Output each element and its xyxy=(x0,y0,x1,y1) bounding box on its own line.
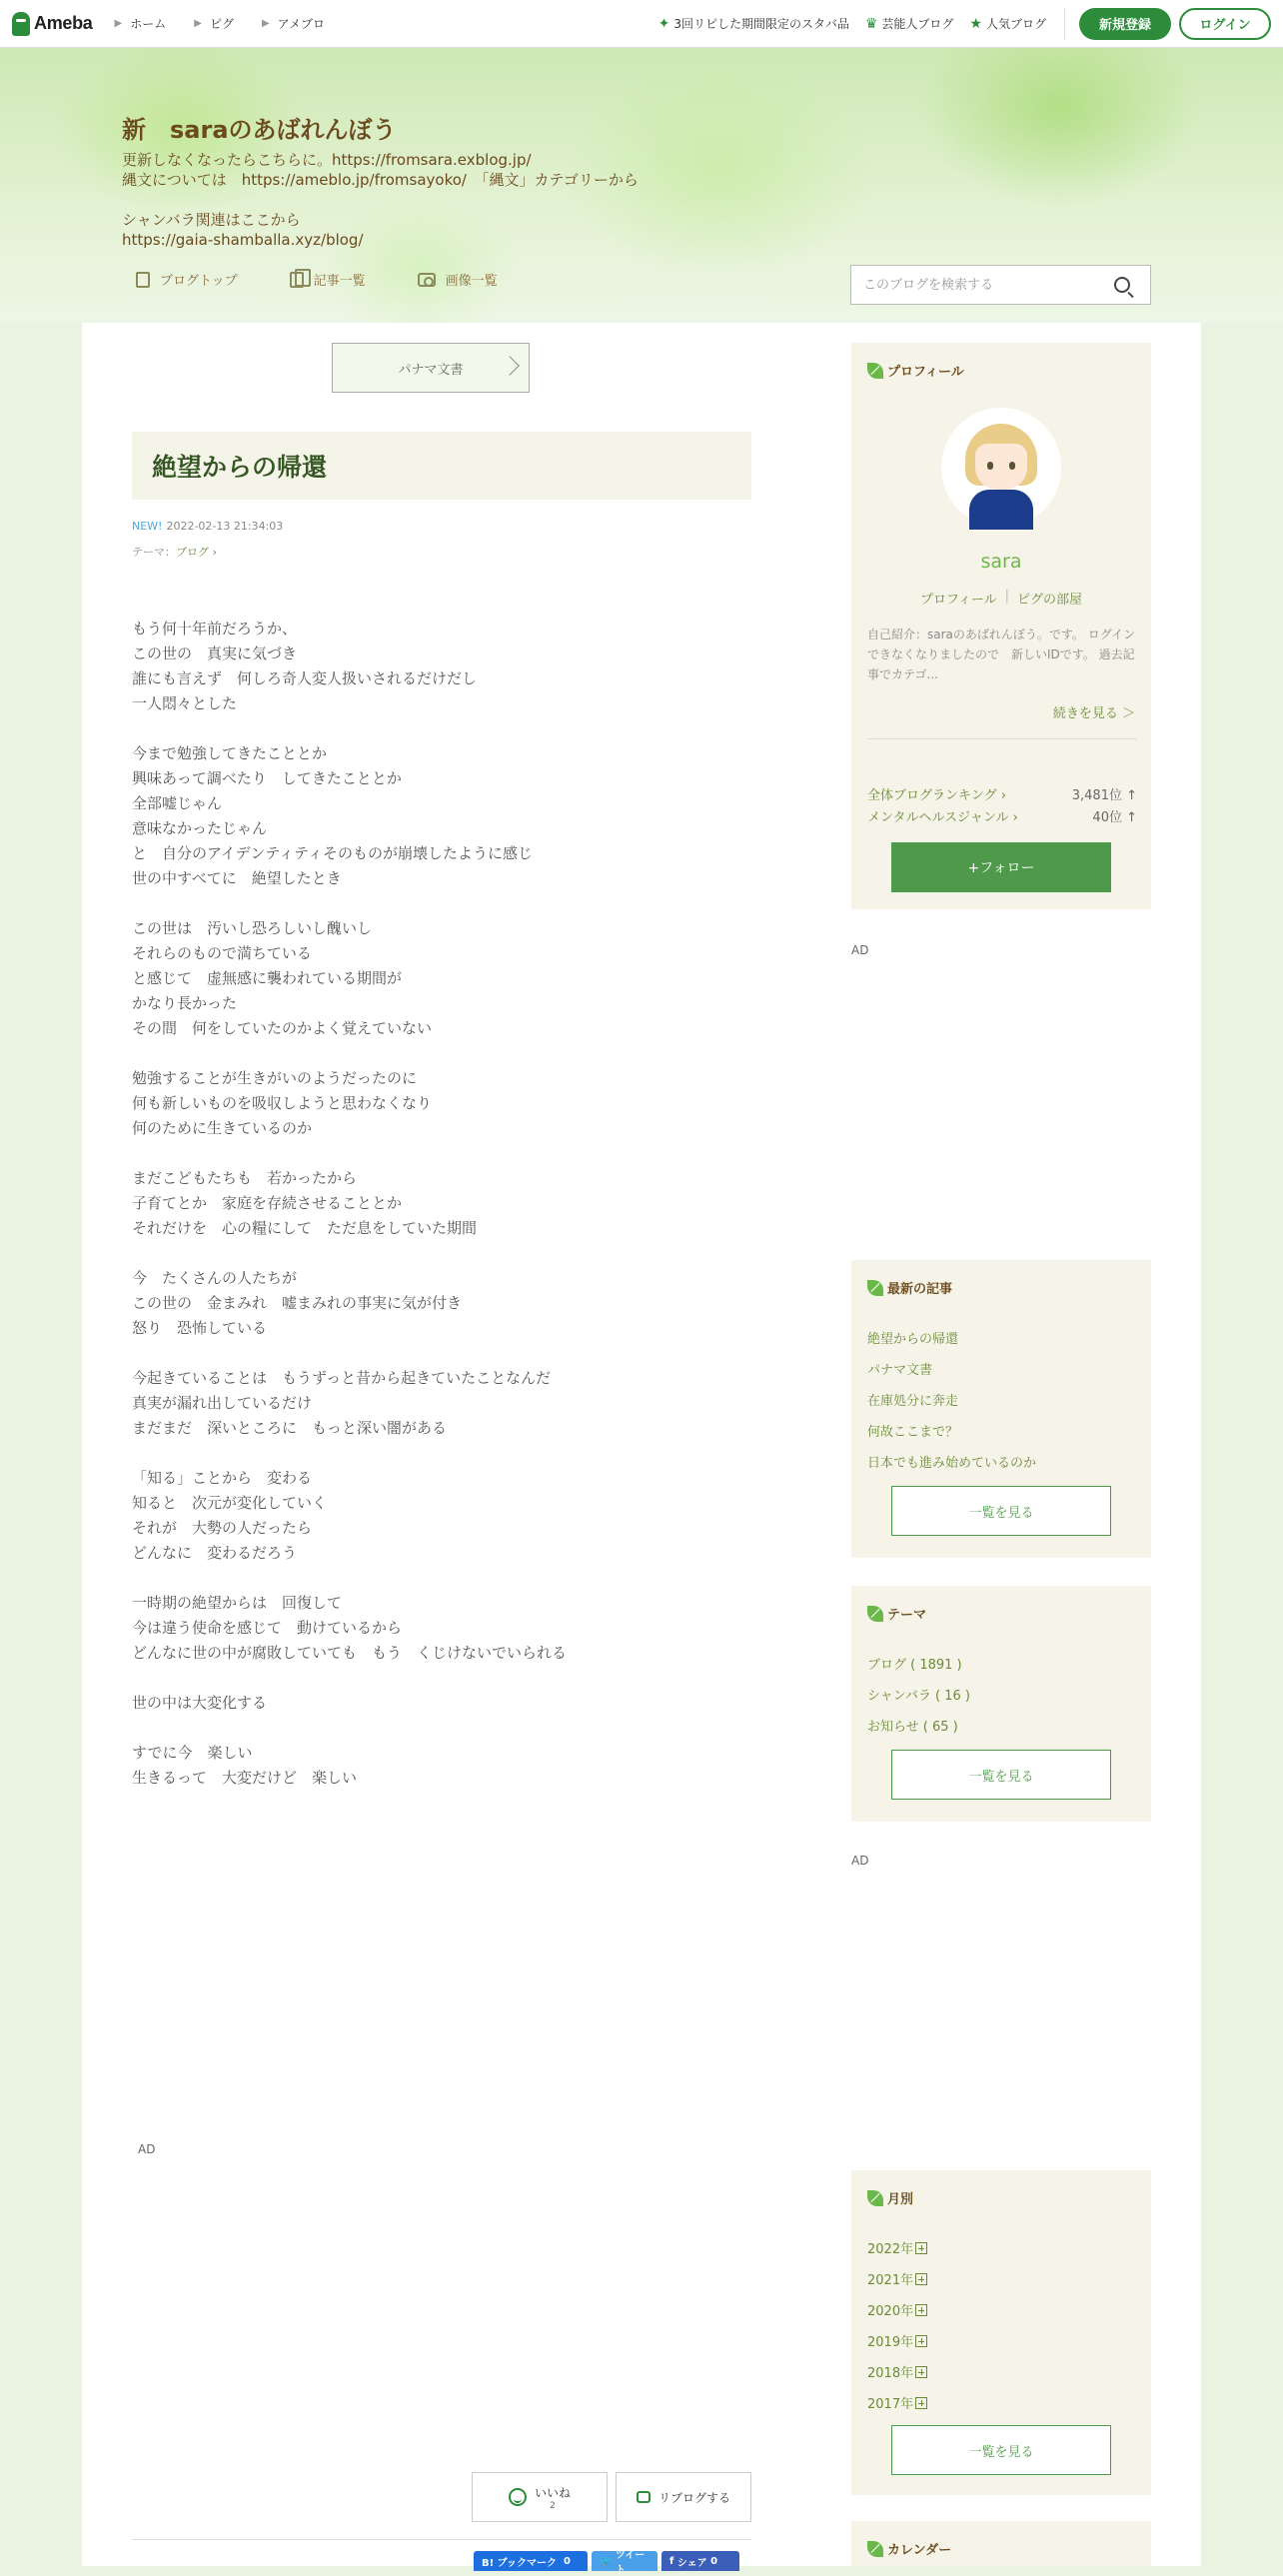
theme-label: テーマ： xyxy=(132,546,176,559)
ranking-row xyxy=(867,784,1137,803)
promo-popular-label: 人気ブログ xyxy=(985,17,1046,31)
chevron-right-icon: ▶ xyxy=(261,18,270,29)
leaf-icon xyxy=(867,363,883,379)
monthly-see-all-button[interactable]: 一覧を見る xyxy=(891,2425,1111,2475)
share-row xyxy=(474,2550,743,2576)
avatar-face xyxy=(975,444,1027,490)
facebook-share-button[interactable] xyxy=(661,2551,739,2571)
entry-body-line: 興味あって調べたり してきたこととか xyxy=(132,769,402,787)
month-archive-link[interactable] xyxy=(867,2238,927,2257)
year-label: 2019年 xyxy=(867,2335,914,2350)
promo-celebrity-blog[interactable] xyxy=(865,15,954,32)
themes-card-title xyxy=(867,1604,926,1623)
documents-icon xyxy=(290,272,304,288)
month-archive-link[interactable] xyxy=(867,2393,927,2412)
recent-entry-link[interactable]: 絶望からの帰還 xyxy=(867,1332,959,1347)
like-count: 2 xyxy=(550,2500,556,2511)
entry-body-line xyxy=(132,1041,751,1066)
reblog-icon xyxy=(637,2491,650,2503)
chevron-right-icon: ▶ xyxy=(194,18,202,29)
entry-body-line xyxy=(132,716,751,741)
main-content xyxy=(82,323,1201,2576)
entry-body-line: すでに今 楽しい xyxy=(132,1744,253,1762)
chevron-right-icon: ▶ xyxy=(114,18,123,29)
entry-body-line: どんなに 変わるだろう xyxy=(132,1544,298,1562)
profile-more-link[interactable]: 続きを見る ＞ xyxy=(1052,706,1135,721)
nav-right xyxy=(658,8,1283,40)
blog-nav xyxy=(136,270,550,289)
blog-search xyxy=(850,265,1151,305)
theme-link[interactable]: シャンバラ ( 16 ) xyxy=(867,1689,970,1704)
chevron-right-icon xyxy=(500,356,520,376)
facebook-icon: f xyxy=(669,2555,674,2567)
entry-body-line: まだこどもたちも 若かったから xyxy=(132,1169,358,1187)
ranking-value: 40位 ↑ xyxy=(1092,810,1137,825)
year-label: 2018年 xyxy=(867,2366,914,2381)
hatena-bookmark-button[interactable] xyxy=(474,2551,588,2571)
ranking-label-text: 全体ブログランキング xyxy=(867,788,997,803)
promo-starbucks-label: 3回リピした期間限定のスタバ品 xyxy=(673,17,849,31)
entry-body-line: どんなに世の中が腐敗していても もう くじけないでいられる xyxy=(132,1644,568,1662)
recent-title-text: 最新の記事 xyxy=(887,1282,953,1297)
entry-body-line xyxy=(132,1341,751,1366)
entry-body-line xyxy=(132,1441,751,1466)
expand-icon[interactable] xyxy=(915,2335,927,2347)
signup-button[interactable]: 新規登録 xyxy=(1079,8,1171,40)
blog-nav-images-label: 画像一覧 xyxy=(445,274,498,289)
ad-label: AD xyxy=(851,943,869,957)
entry-body-line: その間 何をしていたのかよく覚えていない xyxy=(132,1019,433,1037)
reaction-bar xyxy=(472,2472,751,2522)
divider xyxy=(132,2539,751,2540)
tweet-label: ツイート xyxy=(615,2550,645,2576)
nav-home-label: ホーム xyxy=(130,17,167,31)
nav-divider xyxy=(1064,8,1065,40)
blog-description-line: 更新しなくなったらこちらに。https://fromsara.exblog.jp/ xyxy=(122,151,532,169)
tweet-button[interactable] xyxy=(592,2550,657,2576)
entry-meta xyxy=(132,520,283,533)
entry-body-line: 真実が漏れ出しているだけ xyxy=(132,1394,313,1412)
promo-popular-blog[interactable] xyxy=(969,15,1046,32)
search-icon[interactable] xyxy=(1114,277,1130,293)
monthly-card-title xyxy=(867,2188,913,2207)
ad-label: AD xyxy=(138,2142,156,2156)
profile-title-text: プロフィール xyxy=(887,365,964,380)
facebook-label: シェア xyxy=(676,2557,707,2569)
blog-nav-top[interactable] xyxy=(136,270,238,289)
like-stack xyxy=(535,2484,571,2511)
top-nav xyxy=(0,0,1283,48)
expand-icon[interactable] xyxy=(915,2397,927,2409)
entry-body-line: 誰にも言えず 何しろ奇人変人扱いされるだけだし xyxy=(132,669,478,687)
entry-body-line xyxy=(132,891,751,916)
expand-icon[interactable] xyxy=(915,2304,927,2316)
entry-body-line: もう何十年前だろうか、 xyxy=(132,620,298,638)
entry-body-line: まだまだ 深いところに もっと深い闇がある xyxy=(132,1419,448,1437)
login-button[interactable]: ログイン xyxy=(1179,8,1271,40)
link-separator: | xyxy=(1004,589,1010,604)
calendar-card xyxy=(851,2521,1151,2566)
bookmark-count: 0 xyxy=(563,2555,571,2567)
themes-see-all-button[interactable]: 一覧を見る xyxy=(891,1750,1111,1800)
recent-entry-link[interactable]: 在庫処分に奔走 xyxy=(867,1394,959,1409)
entry-datetime: 2022-02-13 21:34:03 xyxy=(166,520,284,533)
year-label: 2021年 xyxy=(867,2273,914,2288)
entry-body-line: 「知る」ことから 変わる xyxy=(132,1469,313,1487)
entry-body-line: 今まで勉強してきたこととか xyxy=(132,744,328,762)
entry-body-line: 世の中すべてに 絶望したとき xyxy=(132,869,342,887)
profile-name[interactable]: sara xyxy=(980,551,1022,573)
avatar-eye xyxy=(987,462,993,470)
recent-entry-link[interactable]: 何故ここまで？ xyxy=(867,1425,959,1440)
entry-body-line: 一時期の絶望からは 回復して xyxy=(132,1594,343,1612)
month-archive-link[interactable] xyxy=(867,2300,927,2319)
blog-title[interactable]: 新 saraのあばれんぼう xyxy=(122,116,397,144)
recent-entries-card xyxy=(851,1260,1151,1558)
leaf-icon xyxy=(867,1280,883,1296)
crown-icon: ♛ xyxy=(864,15,878,32)
reblog-button[interactable] xyxy=(616,2472,751,2522)
expand-icon[interactable] xyxy=(915,2273,927,2285)
new-badge: NEW! xyxy=(132,520,163,533)
entry-body-line xyxy=(132,1566,751,1591)
ranking-label[interactable]: 全体ブログランキング › xyxy=(867,788,1006,803)
previous-entry-link[interactable] xyxy=(332,343,530,393)
entry-body-line: 怒り 恐怖している xyxy=(132,1319,268,1337)
like-button[interactable] xyxy=(472,2472,608,2522)
blog-description-line xyxy=(122,190,639,210)
entry-body-line: それらのもので満ちている xyxy=(132,944,312,962)
blog-nav-top-label: ブログトップ xyxy=(160,274,238,289)
bookmark-label: B! ブックマーク xyxy=(482,2557,557,2569)
ameba-logo[interactable] xyxy=(12,12,93,36)
ranking-row xyxy=(867,806,1137,825)
nav-ameblo-label: アメブロ xyxy=(277,17,325,31)
themes-card xyxy=(851,1586,1151,1822)
search-input[interactable] xyxy=(851,266,1114,304)
entry-body-line: 何も新しいものを吸収しようと思わなくなり xyxy=(132,1094,433,1112)
blog-nav-entries[interactable] xyxy=(290,270,366,289)
entry-body-line xyxy=(132,1716,751,1741)
theme-link[interactable]: ブログ ( 1891 ) xyxy=(867,1658,962,1673)
entry-body-line: と感じて 虚無感に襲われている期間が xyxy=(132,969,403,987)
leaf-icon xyxy=(867,2541,883,2557)
monthly-archive-card xyxy=(851,2170,1151,2495)
recent-see-all-button[interactable]: 一覧を見る xyxy=(891,1486,1111,1536)
entry-body-line: 意味なかったじゃん xyxy=(132,819,268,837)
promo-starbucks[interactable] xyxy=(658,15,849,32)
avatar[interactable] xyxy=(941,408,1061,528)
profile-links xyxy=(851,589,1151,608)
leaf-icon xyxy=(867,1606,883,1622)
avatar-body xyxy=(969,490,1033,530)
entry-body-line xyxy=(132,1141,751,1166)
year-label: 2017年 xyxy=(867,2397,914,2412)
nav-pigg-label: ピグ xyxy=(209,17,234,31)
entry-body-line xyxy=(132,1666,751,1691)
recent-card-title xyxy=(867,1278,952,1297)
star-icon: ★ xyxy=(969,15,982,32)
profile-card xyxy=(851,343,1151,909)
reblog-label: リブログする xyxy=(657,2490,730,2505)
entry-body-line: かなり長かった xyxy=(132,994,238,1012)
nav-ameblo[interactable] xyxy=(262,15,325,32)
themes-title-text: テーマ xyxy=(887,1608,927,1623)
entry-body-line: 勉強することが生きがいのようだったのに xyxy=(132,1069,418,1087)
pigg-room-link[interactable]: ピグの部屋 xyxy=(1017,593,1083,608)
follow-button[interactable]: +フォロー xyxy=(891,842,1111,892)
entry-body-line: 今は違う使命を感じて 動けているから xyxy=(132,1619,403,1637)
blog-description-line: シャンバラ関連はここから xyxy=(122,211,301,229)
profile-intro: 自己紹介：saraのあばれんぼう。です。 ログインできなくなりましたので 新しいIDです。 過去記事でカテゴ... xyxy=(867,628,1136,681)
blog-description-line: 縄文については https://ameblo.jp/fromsayoko/ 「縄文」カテゴリーから xyxy=(122,171,639,189)
calendar-card-title xyxy=(867,2539,951,2558)
chevron-right-icon: › xyxy=(209,546,217,559)
entry-body-line: 一人悶々とした xyxy=(132,694,238,712)
entry-body-line: 何のために生きているのか xyxy=(132,1119,313,1137)
logo-text: Ameba xyxy=(34,13,93,33)
year-label: 2022年 xyxy=(867,2242,914,2257)
entry-body-line: 今起きていることは もうずっと昔から起きていたことなんだ xyxy=(132,1369,552,1387)
blog-description xyxy=(122,150,639,250)
entry-body-line: と 自分のアイデンティティそのものが崩壊したように感じ xyxy=(132,844,533,862)
entry-body-line: それが 大勢の人だったら xyxy=(132,1519,313,1537)
smile-icon xyxy=(509,2488,527,2506)
expand-icon[interactable] xyxy=(915,2242,927,2254)
year-label: 2020年 xyxy=(867,2304,914,2319)
twitter-icon: 🐦 xyxy=(600,2555,613,2567)
like-label: いいね xyxy=(534,2485,571,2500)
entry-body-line: この世の 真実に気づき xyxy=(132,644,298,662)
facebook-count: 0 xyxy=(710,2555,718,2567)
month-archive-link[interactable] xyxy=(867,2362,927,2381)
entry-body-line: 子育てとか 家庭を存続させることとか xyxy=(132,1194,403,1212)
ranking-label-text: メンタルヘルスジャンル xyxy=(867,810,1009,825)
document-icon xyxy=(136,272,150,288)
entry-body-line: この世は 汚いし恐ろしいし醜いし xyxy=(132,919,373,937)
entry-body-line: この世の 金まみれ 嘘まみれの事実に気が付き xyxy=(132,1294,463,1312)
ameba-logo-icon xyxy=(12,12,30,36)
theme-link[interactable]: ブログ xyxy=(176,546,209,559)
month-archive-link[interactable] xyxy=(867,2331,927,2350)
camera-icon xyxy=(418,273,436,287)
theme-link[interactable]: お知らせ ( 65 ) xyxy=(867,1720,958,1735)
entry-body-line: 全部嘘じゃん xyxy=(132,794,223,812)
leaf-icon xyxy=(867,2190,883,2206)
entry-body-line: 今 たくさんの人たちが xyxy=(132,1269,298,1287)
monthly-title-text: 月別 xyxy=(887,2192,914,2207)
entry-body-line: 知ると 次元が変化していく xyxy=(132,1494,328,1512)
entry-body xyxy=(132,617,751,1791)
profile-link[interactable]: プロフィール xyxy=(919,593,997,608)
nav-home[interactable] xyxy=(115,15,167,32)
entry-title[interactable]: 絶望からの帰還 xyxy=(132,432,751,500)
sparkle-icon: ✦ xyxy=(657,15,670,32)
divider xyxy=(867,738,1137,739)
recent-entry-link[interactable]: パナマ文書 xyxy=(867,1363,933,1378)
previous-entry-label: パナマ文書 xyxy=(398,362,464,378)
entry-body-line: 世の中は大変化する xyxy=(132,1694,268,1712)
avatar-eye xyxy=(1009,462,1015,470)
ranking-label[interactable]: メンタルヘルスジャンル › xyxy=(867,810,1018,825)
blog-description-line: https://gaia-shamballa.xyz/blog/ xyxy=(122,231,364,249)
expand-icon[interactable] xyxy=(915,2366,927,2378)
blog-nav-images[interactable] xyxy=(418,270,498,289)
entry-theme xyxy=(132,544,217,560)
recent-entry-link[interactable]: 日本でも進み始めているのか xyxy=(867,1456,1037,1471)
blog-nav-entries-label: 記事一覧 xyxy=(313,274,366,289)
ranking-value: 3,481位 ↑ xyxy=(1071,788,1137,803)
profile-card-title xyxy=(867,361,964,380)
entry-body-line xyxy=(132,1241,751,1266)
calendar-title-text: カレンダー xyxy=(887,2543,952,2558)
entry-body-line: 生きるって 大変だけど 楽しい xyxy=(132,1769,358,1787)
entry-body-line: それだけを 心の糧にして ただ息をしていた期間 xyxy=(132,1219,478,1237)
nav-pigg[interactable] xyxy=(194,15,234,32)
ad-label: AD xyxy=(851,1854,869,1868)
promo-celebrity-label: 芸能人ブログ xyxy=(881,17,954,31)
month-archive-link[interactable] xyxy=(867,2269,927,2288)
